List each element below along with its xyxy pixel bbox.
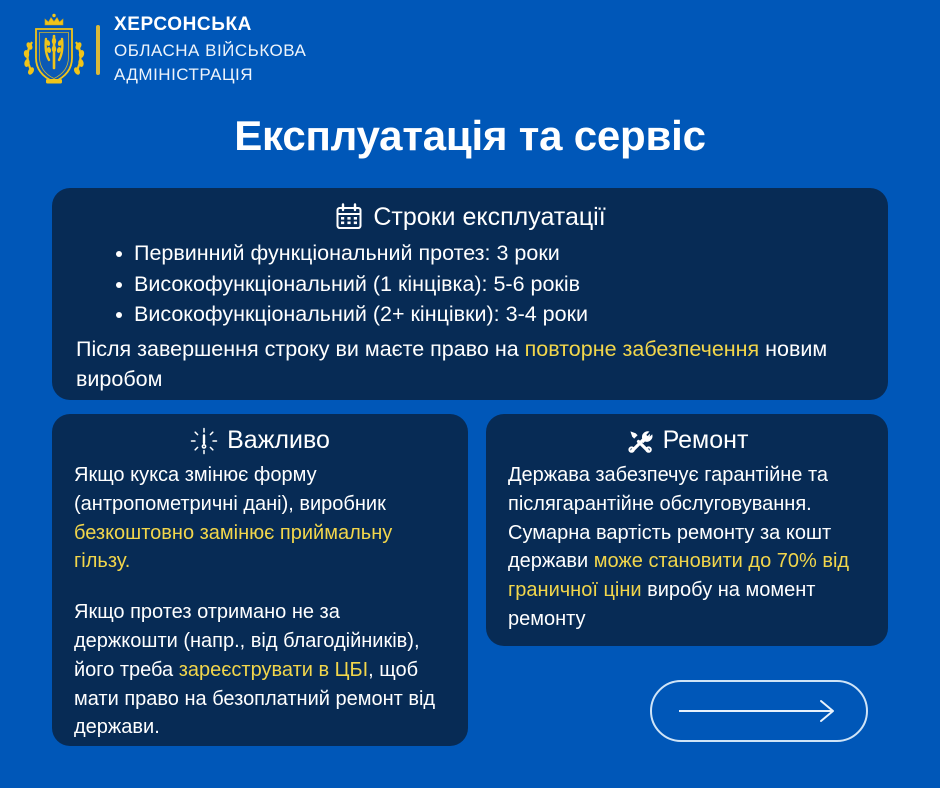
header-divider — [96, 25, 100, 75]
card-important-title: Важливо — [227, 426, 330, 454]
card-important-header — [74, 426, 446, 455]
card-repair-header — [508, 426, 866, 455]
card-operation-terms-title: Строки експлуатації — [373, 202, 606, 231]
note-text-highlight: повторне забезпечення — [524, 336, 760, 361]
list-item: Високофункціональний (1 кінцівка): 5-6 років — [76, 269, 864, 300]
operation-terms-note — [76, 334, 864, 395]
important-paragraph-1 — [74, 461, 446, 576]
header-line-1: ХЕРСОНСЬКА — [114, 14, 252, 36]
card-important — [52, 414, 468, 746]
p2-before: Якщо протез отримано не за держкошти (напр., від благодійників), його треба — [74, 601, 420, 681]
repair-highlight: може становити до 70% від граничної ціни — [508, 550, 850, 602]
card-operation-terms — [52, 188, 888, 400]
important-paragraph-2 — [74, 598, 446, 742]
note-text-before: Після завершення строку ви маєте право на — [76, 336, 525, 361]
next-slide-button[interactable] — [650, 680, 868, 742]
p2-highlight: зареєструвати в ЦБІ — [178, 658, 369, 681]
operation-terms-list — [76, 238, 864, 330]
repair-before: Держава забезпечує гарантійне та післягарантійне обслуговування. Сумарна вартість ремонту за кошт держави — [508, 464, 832, 573]
header-line-3: АДМІНІСТРАЦІЯ — [114, 65, 254, 85]
p1-highlight: безкоштовно замінює приймальну гільзу. — [74, 521, 393, 573]
card-operation-terms-header — [76, 202, 864, 232]
header-text-block — [114, 12, 306, 87]
wrench-screwdriver-icon — [626, 427, 654, 455]
arrow-right-icon — [675, 698, 843, 724]
kherson-oblast-coat-of-arms-icon — [18, 10, 90, 90]
list-item: Високофункціональний (2+ кінцівки): 3-4 роки — [76, 299, 864, 330]
repair-after: виробу на момент ремонту — [508, 579, 816, 630]
list-item: Первинний функціональний протез: 3 роки — [76, 238, 864, 269]
note-text-after: новим виробом — [76, 336, 828, 392]
calendar-icon — [334, 202, 364, 232]
repair-paragraph — [508, 461, 866, 634]
p1-before: Якщо кукса змінює форму (антропометричні дані), виробник — [74, 464, 386, 515]
p2-after: , щоб мати право на безоплатний ремонт від держави. — [74, 658, 436, 739]
header-line-2: ОБЛАСНА ВІЙСЬКОВА — [114, 41, 307, 61]
page-title: Експлуатація та сервіс — [234, 112, 706, 159]
brand-header — [18, 10, 306, 90]
attention-exclamation-icon — [190, 427, 218, 455]
card-repair-title: Ремонт — [662, 426, 749, 454]
card-repair — [486, 414, 888, 646]
